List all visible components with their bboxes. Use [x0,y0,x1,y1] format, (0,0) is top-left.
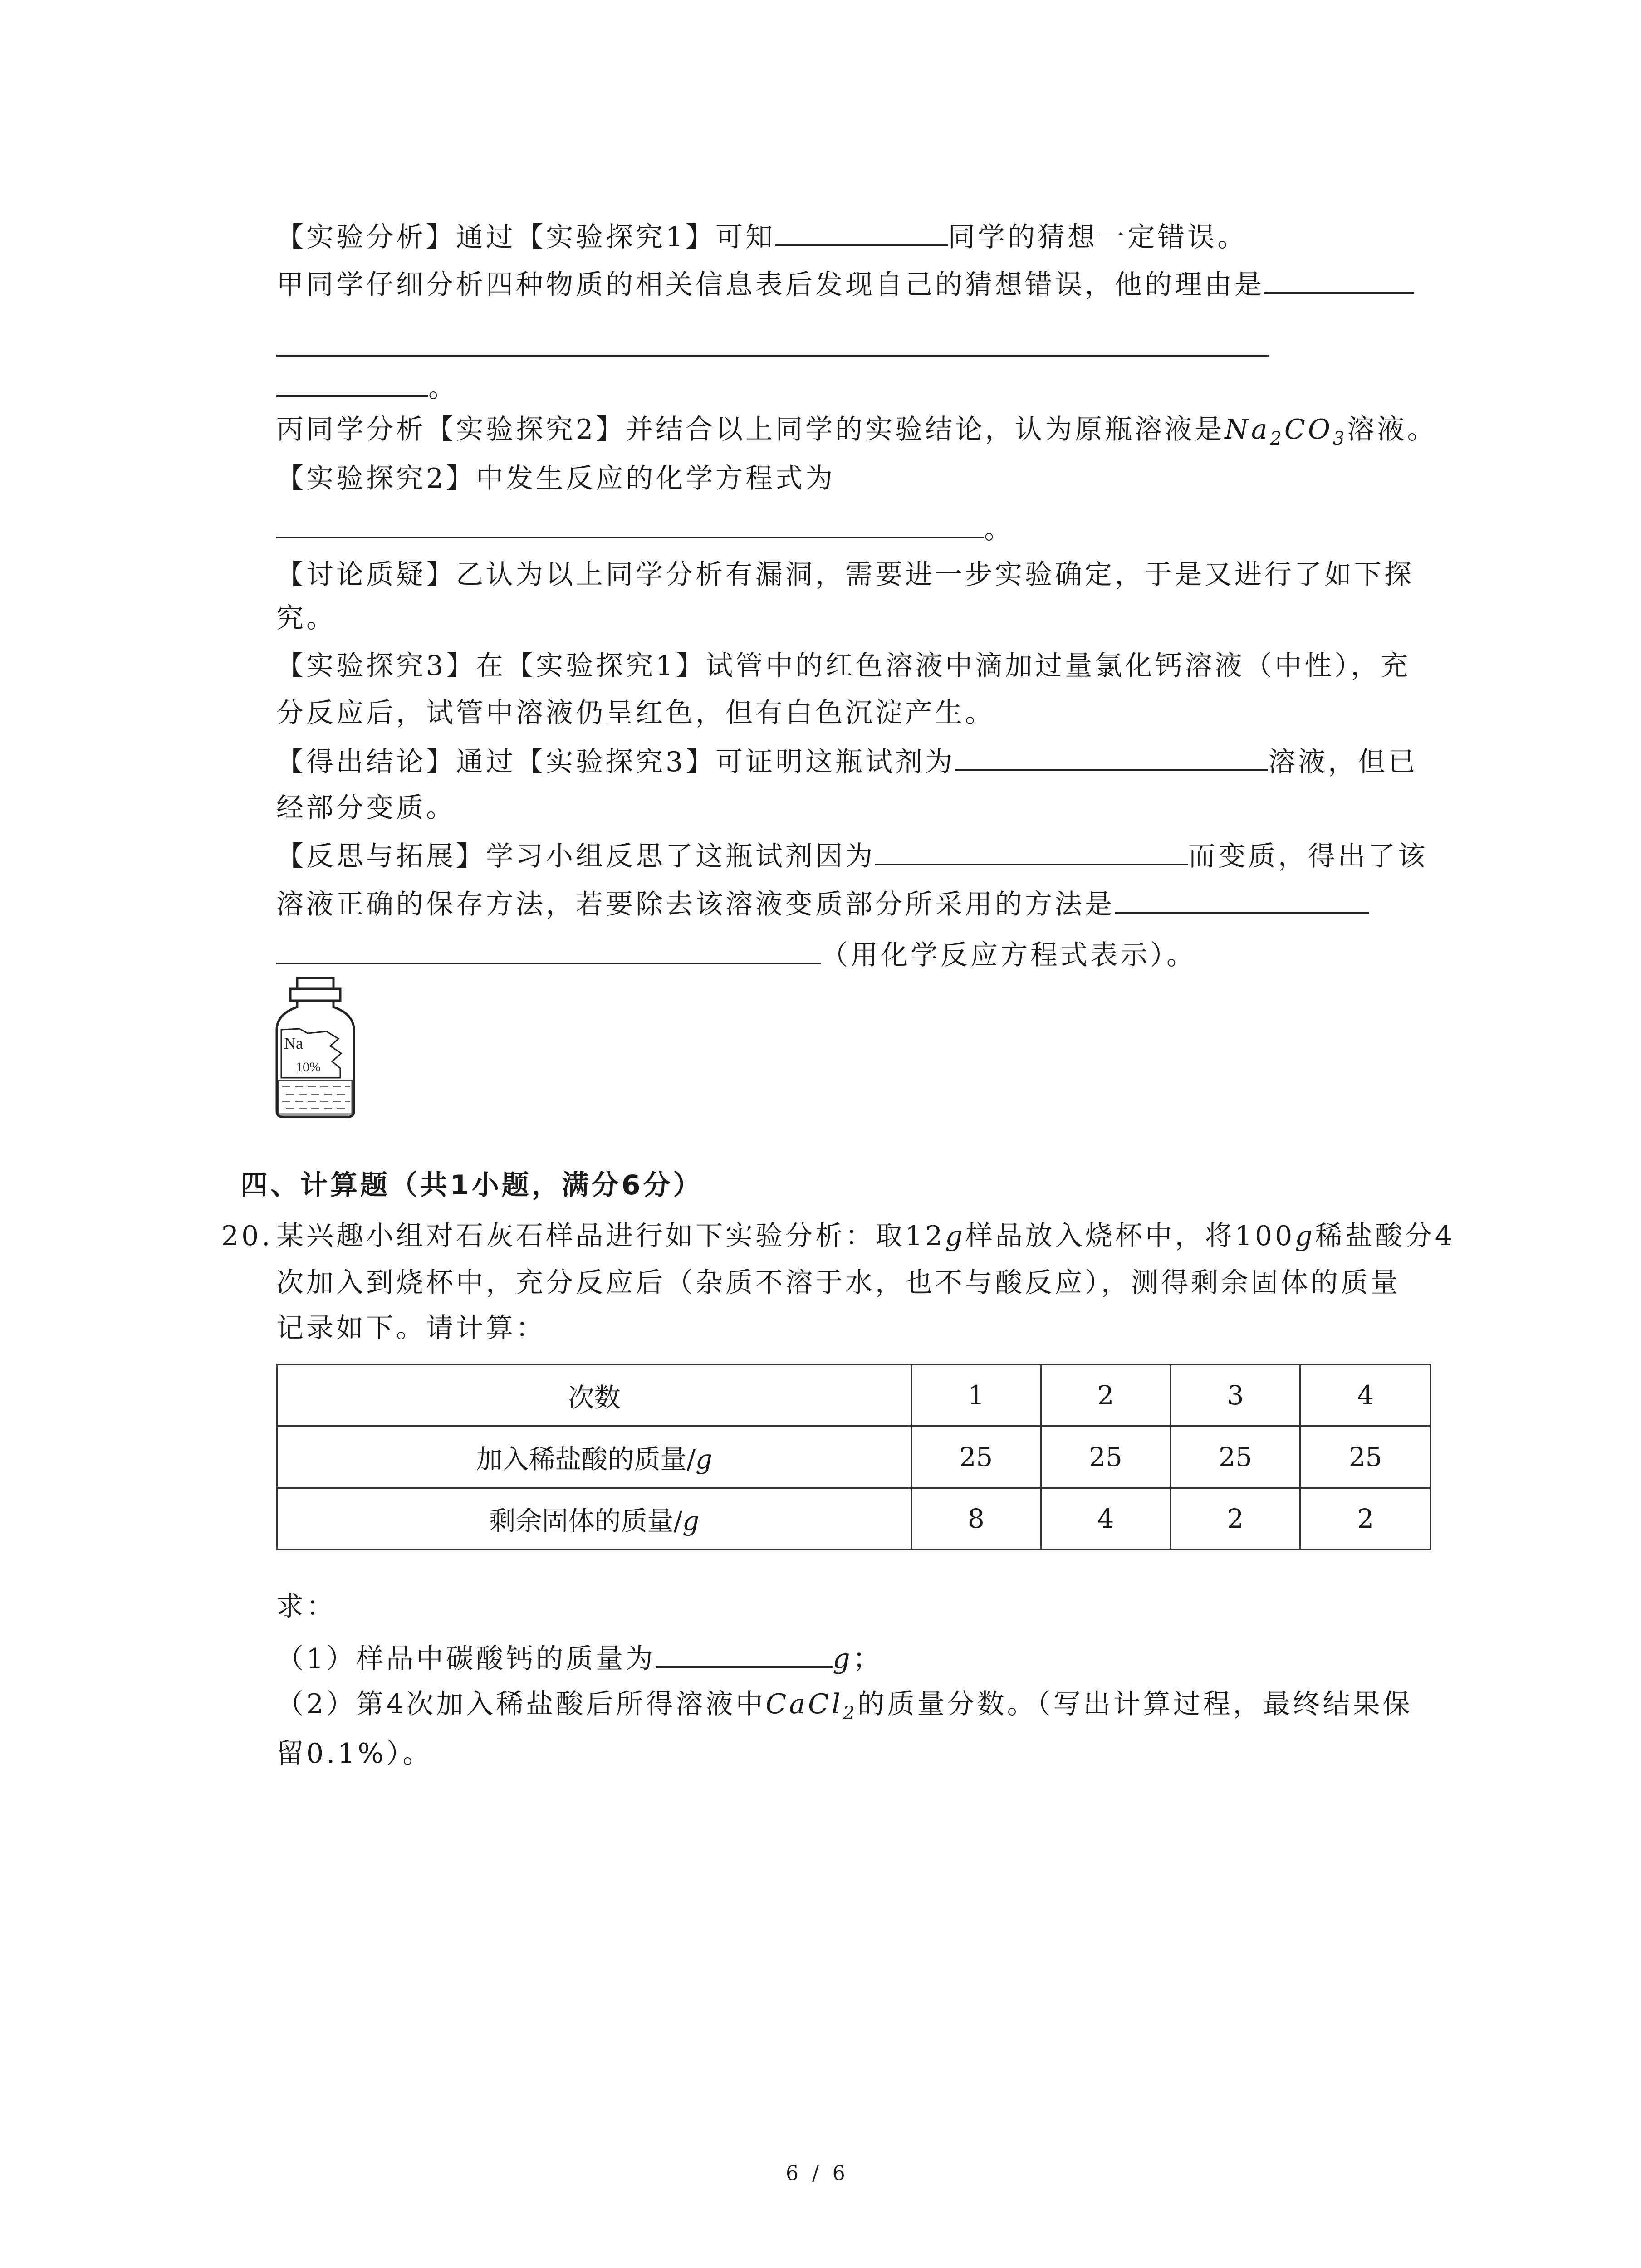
q20-line-1: 某兴趣小组对石灰石样品进行如下实验分析：取12g样品放入烧杯中，将100g稀盐酸分4 [276,1220,1455,1252]
bottle-label-percent: 10% [296,1060,321,1075]
table-row-label: 加入稀盐酸的质量/g [277,1426,911,1488]
answer-blank-method-2[interactable] [276,958,821,964]
discuss-line-2: 究。 [276,602,336,634]
table-cell: 25 [1300,1426,1430,1488]
explore2-answer-line: 。 [276,513,1014,545]
reflect-line-3: （用化学反应方程式表示）。 [276,939,1196,971]
answer-line-jia-reason-2[interactable] [276,355,1269,357]
answer-blank-caco3-mass[interactable] [656,1662,833,1668]
table-header-cell: 4 [1300,1364,1430,1426]
table-header-cell: 1 [911,1364,1041,1426]
conclusion-line: 【得出结论】通过【实验探究3】可证明这瓶试剂为 溶液，但已 [276,746,1418,778]
conclusion-line-2: 经部分变质。 [276,792,456,824]
table-cell: 25 [1041,1426,1171,1488]
table-cell: 2 [1171,1488,1301,1549]
table-cell: 25 [1171,1426,1301,1488]
jia-reason-line: 甲同学仔细分析四种物质的相关信息表后发现自己的猜想错误，他的理由是 [276,269,1414,301]
answer-blank-jia-reason-3[interactable] [276,391,428,397]
discuss-line-1: 【讨论质疑】乙认为以上同学分析有漏洞，需要进一步实验确定，于是又进行了如下探 [276,559,1414,591]
table-cell: 2 [1300,1488,1430,1549]
question-number: 20. [221,1220,273,1252]
reagent-bottle-illustration [272,975,358,1120]
answer-blank-jia-reason[interactable] [1264,288,1414,294]
answer-blank-equation[interactable] [276,532,984,538]
explore3-line-2: 分反应后，试管中溶液仍呈红色，但有白色沉淀产生。 [276,697,995,729]
bottle-label-na: Na [284,1034,303,1052]
q20-line-3: 记录如下。请计算： [276,1312,546,1344]
page-number: 6 / 6 [786,2162,849,2185]
answer-blank-cause[interactable] [875,859,1188,865]
jia-reason-end: 。 [276,372,458,404]
data-table [276,1364,1431,1550]
answer-blank-reagent[interactable] [955,765,1268,771]
section-heading: 四、计算题（共1小题，满分6分） [240,1169,703,1201]
reflect-line-1: 【反思与拓展】学习小组反思了这瓶试剂因为 而变质，得出了该 [276,841,1428,872]
table-row-label: 剩余固体的质量/g [277,1488,911,1549]
sub-question-1: （1）样品中碳酸钙的质量为 g； [276,1643,883,1675]
answer-blank-student[interactable] [775,240,948,246]
table-cell: 4 [1041,1488,1171,1549]
explore3-line-1: 【实验探究3】在【实验探究1】试管中的红色溶液中滴加过量氯化钙溶液（中性），充 [276,650,1411,682]
sub-question-2-line-2: 留0.1%）。 [276,1738,433,1769]
table-cell: 8 [911,1488,1041,1549]
table-header-row [277,1364,1430,1426]
explore2-equation-line: 【实验探究2】中发生反应的化学方程式为 [276,463,836,494]
table-row-solid [277,1488,1430,1549]
q20-line-2: 次加入到烧杯中，充分反应后（杂质不溶于水，也不与酸反应），测得剩余固体的质量 [276,1267,1401,1299]
table-header-cell: 2 [1041,1364,1171,1426]
reflect-line-2: 溶液正确的保存方法，若要除去该溶液变质部分所采用的方法是 [276,889,1369,920]
table-header-cell: 次数 [277,1364,911,1426]
ask-label: 求： [276,1591,336,1623]
bing-line: 丙同学分析【实验探究2】并结合以上同学的实验结论，认为原瓶溶液是$Na_2CO_3$溶液。 [276,414,1437,449]
table-row-acid [277,1426,1430,1488]
table-header-cell: 3 [1171,1364,1301,1426]
table-cell: 25 [911,1426,1041,1488]
answer-blank-method[interactable] [1115,907,1369,914]
sub-question-2: （2）第4次加入稀盐酸后所得溶液中CaCl$_2$的质量分数。（写出计算过程，最终结果保 [276,1688,1413,1724]
analysis-line: 【实验分析】通过【实验探究1】可知 同学的猜想一定错误。 [276,221,1248,253]
